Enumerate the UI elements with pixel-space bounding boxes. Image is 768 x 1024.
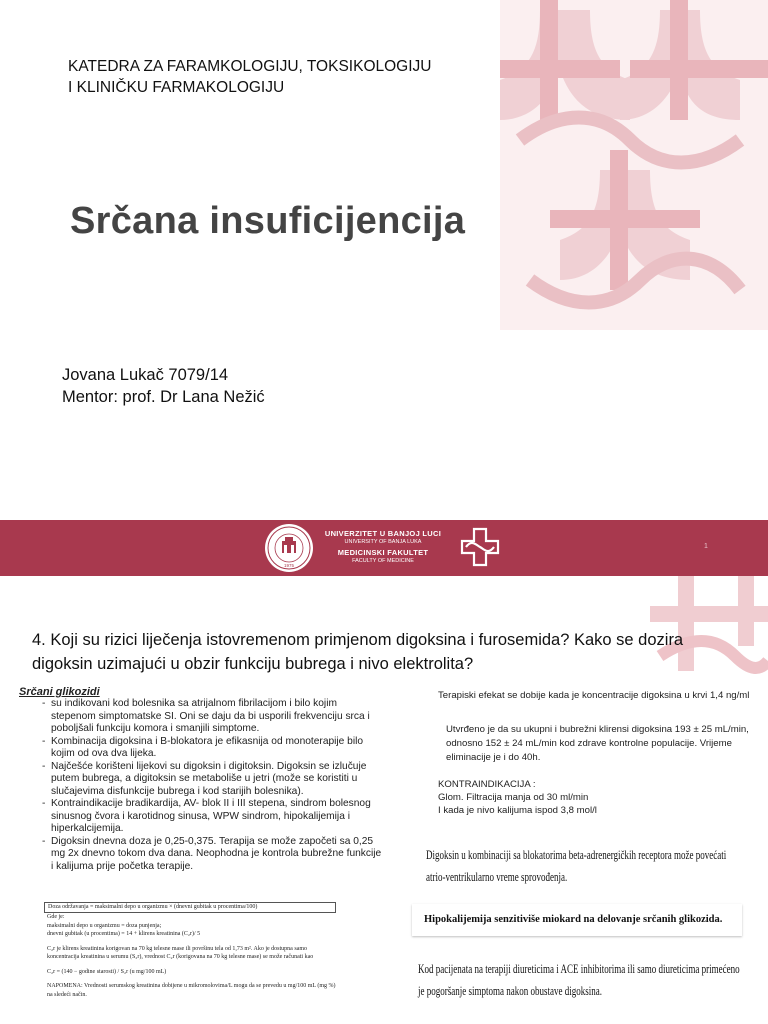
question-text: 4. Koji su rizici liječenja istovremenom primjenom digoksina i furosemida? Kako se dozira digoksin uzimajući u obzir funkciju bubrega i nivo elektrolita? [32, 631, 684, 673]
contraindication-block [438, 778, 758, 817]
formula-line: C₂r je klirens kreatinina korigovan na 70 kg telesne mase ili površinu tela od 1,73 m². Ako je dostupna samo koncentracija kreatinina u serumu (S₂r), vrednost C₂r (korigovana na 70 kg telesne mase) se može računati kao [47, 945, 314, 960]
hypokalemia-note-box [412, 904, 742, 936]
glycosides-item: - Kombinacija digoksina i B-blokatora je efikasnija od monoterapije bilo kojim od ova dva lijeka. [42, 736, 382, 761]
mentor-name: Mentor: prof. Dr Lana Nežić [62, 388, 265, 406]
faculty-name: MEDICINSKI FAKULTET [337, 548, 429, 557]
author-name: Jovana Lukač 7079/14 [62, 366, 229, 384]
page-number: 1 [704, 543, 708, 550]
author-block [62, 364, 265, 408]
formula-line: dnevni gubitak (u procentima) = 14 + klirens kreatinina (C₂r)/ 5 [47, 931, 201, 937]
therapeutic-effect-text: Terapiski efekat se dobije kada je koncentracije digoksina u krvi 1,4 ng/ml [438, 690, 750, 701]
glycosides-item: - Digoksin dnevna doza je 0,25-0,375. Terapija se može započeti sa 0,25 mg 2x dnevno tokom dva dana. Neophodna je kontrola bubrežne funkcije i kalijuma prije početka terapije. [42, 836, 382, 874]
hypokalemia-note: Hipokalijemija senzitiviše miokard na delovanje srčanih glikozida. [424, 914, 723, 925]
diuretics-note: Kod pacijenata na terapiji diureticima i ACE inhibitorima ili samo diureticima primećeno je pogoršanje simptoma nakon obustave digoksina. [418, 962, 740, 998]
faculty-name-en: FACULTY OF MEDICINE [352, 558, 414, 564]
beta-blocker-note-box [414, 836, 742, 894]
university-seal-icon [263, 522, 315, 574]
contraindication-line: Glom. Filtracija manja od 30 ml/min [438, 792, 589, 803]
formula-header: Doza održavanja = maksimalni depo u organizmu × (dnevni gubitak u procentima/100) [44, 902, 336, 913]
glycosides-item: - su indikovani kod bolesnika sa atrijalnom fibrilacijom i bilo kojim stepenom simptomatske SI. Oni se daju da bi usporili frekvenciju srca i poboljšali funkciju komora i smanjili simptome. [42, 698, 382, 736]
medical-cross-logo-icon [460, 525, 500, 569]
department-line-2: I KLINIČKU FARMAKOLOGIJU [68, 79, 285, 96]
university-name: UNIVERZITET U BANJOJ LUCI [324, 529, 442, 538]
formula-line: C₂r = (140 − godine starosti) / S₂r (u mg/100 mL) [47, 968, 167, 975]
diuretics-note-box [414, 952, 742, 1004]
glycosides-item: - Najčešće korišteni lijekovi su digoksin i digitoksin. Digoksin se izlučuje putem bubrega, a digitoksin se metaboliše u jetri (može se koristiti u slučajevima disfunkcije bubrega i kod starijih bolesnika). [42, 761, 382, 799]
formula-line: Gde je: [47, 914, 65, 920]
formula-line: maksimalni depo u organizmu = doza punjenja; [47, 922, 162, 929]
seal-year: 1975 [283, 563, 295, 568]
decorative-cross-pattern [500, 0, 768, 330]
slide-title: Srčana insuficijencija [70, 200, 466, 242]
contraindication-heading: KONTRAINDIKACIJA : [438, 779, 536, 790]
university-name-en: UNIVERSITY OF BANJA LUKA [344, 539, 422, 545]
glycosides-list [42, 698, 382, 873]
beta-blocker-note: Digoksin u kombinaciji sa blokatorima beta-adrenergičkih receptora može povećati atrio-ventrikularno vreme sprovođenja. [426, 848, 727, 884]
department-name [68, 56, 431, 98]
contraindication-line: I kada je nivo kalijuma ispod 3,8 mol/l [438, 805, 597, 816]
cardiac-glycosides-box [16, 684, 390, 872]
clearance-text: Utvrđeno je da su ukupni i bubrežni klirensi digoksina 193 ± 25 mL/min, odnosno 152 ± 24 mL/min kod zdrave kontrolne populacije. Vrijeme eliminacije je i do 40h. [446, 724, 749, 763]
glycosides-heading: Srčani glikozidi [19, 686, 100, 698]
dosing-formula-box [38, 900, 338, 1024]
formula-line: NAPOMENA: Vrednosti serumskog kreatinina dobijene u mikromolovima/L mogu da se prevedu u mg/100 mL (mg %) na sledeći način. [47, 983, 336, 998]
glycosides-item: - Kontraindikacije bradikardija, AV- blok II i III stepena, sindrom bolesnog sinusnog čvora i karotidnog sinusa, WPW sindrom, hipokalijemija i hiperkalcijemija. [42, 798, 382, 836]
university-name-block [318, 529, 448, 564]
department-line-1: KATEDRA ZA FARAMKOLOGIJU, TOKSIKOLOGIJU [68, 58, 432, 75]
